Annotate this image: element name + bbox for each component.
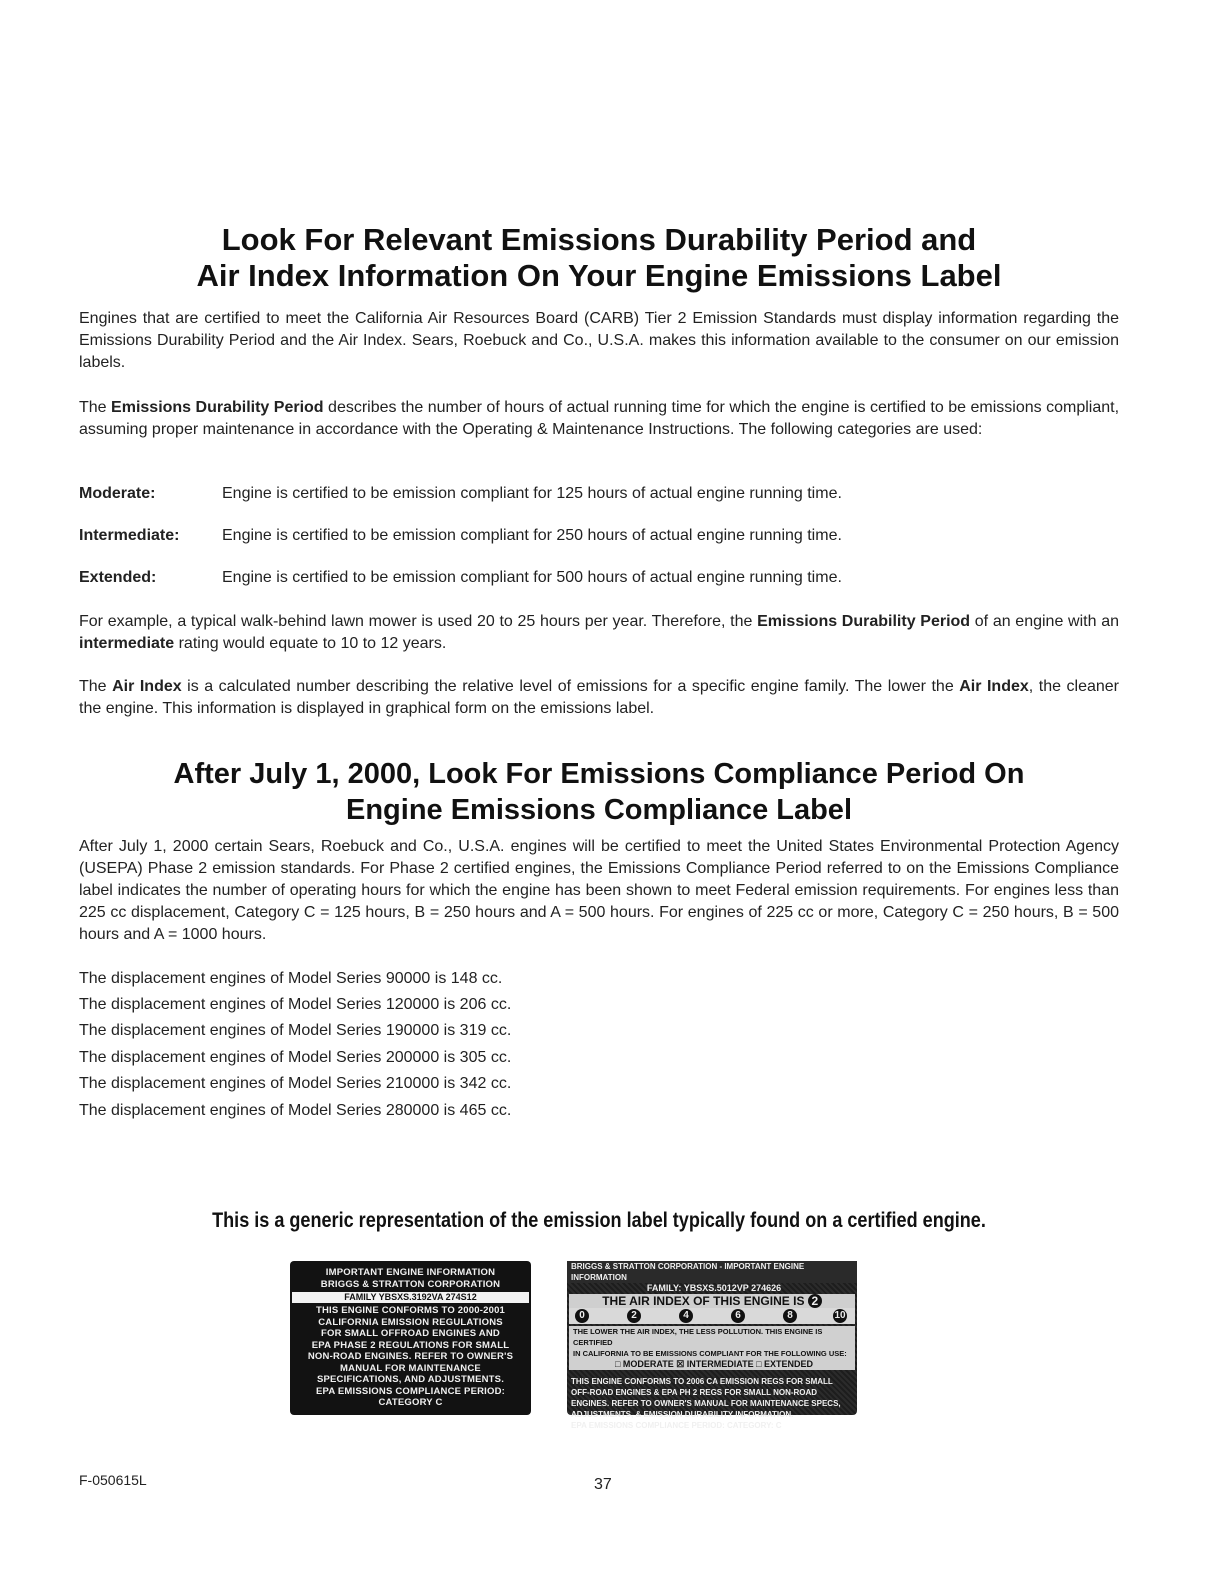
scale-mark: 6 bbox=[731, 1309, 745, 1323]
example-paragraph: For example, a typical walk-behind lawn mower is used 20 to 25 hours per year. Therefore, the Emissions Durability Period of an engine with an intermediate rating would equate to 10 to 12 years. bbox=[79, 613, 1119, 652]
page-number: 37 bbox=[594, 1476, 612, 1493]
displacement-line: The displacement engines of Model Series 120000 is 206 cc. bbox=[79, 996, 512, 1013]
family-code: FAMILY YBSXS.3192VA 274S12 bbox=[292, 1292, 529, 1303]
scale-mark: 0 bbox=[575, 1309, 589, 1323]
displacement-line: The displacement engines of Model Series 190000 is 319 cc. bbox=[79, 1022, 512, 1039]
label-caption: This is a generic representation of the emission label typically found on a certified engine. bbox=[212, 1209, 986, 1232]
category-intermediate: Intermediate: Engine is certified to be emission compliant for 250 hours of actual engine running time. bbox=[79, 527, 842, 544]
displacement-line: The displacement engines of Model Series 280000 is 465 cc. bbox=[79, 1102, 512, 1119]
air-index-value: 2 bbox=[808, 1294, 822, 1308]
air-index-scale bbox=[569, 1308, 855, 1324]
category-moderate: Moderate: Engine is certified to be emission compliant for 125 hours of actual engine running time. bbox=[79, 485, 842, 502]
scale-mark: 8 bbox=[783, 1309, 797, 1323]
document-code: F-050615L bbox=[79, 1472, 147, 1488]
durability-paragraph: The Emissions Durability Period describes the number of hours of actual running time for which the engine is certified to be emissions compliant, assuming proper maintenance in accordance with the Operating & Maintenance Instructions. The following categories are used: bbox=[79, 399, 1120, 438]
category-extended: Extended: Engine is certified to be emission compliant for 500 hours of actual engine running time. bbox=[79, 569, 842, 586]
intro-paragraph: Engines that are certified to meet the California Air Resources Board (CARB) Tier 2 Emission Standards must display information regarding the Emissions Durability Period and the Air Index. Sears, Roebuck and Co., U.S.A. makes this information available to the consumer on our emission labels. bbox=[79, 310, 1119, 371]
scale-mark: 10 bbox=[834, 1310, 846, 1321]
main-heading-line1: Look For Relevant Emissions Durability Period and bbox=[221, 222, 977, 257]
main-heading-line2: Air Index Information On Your Engine Emissions Label bbox=[196, 258, 1002, 293]
air-index-title: THE AIR INDEX OF THIS ENGINE IS 2 bbox=[569, 1294, 855, 1308]
emission-label-epa: IMPORTANT ENGINE INFORMATION BRIGGS & STRATTON CORPORATION FAMILY YBSXS.3192VA 274S12 THIS ENGINE CONFORMS TO 2000-2001 CALIFORNIA EMISSION REGULATIONS FOR SMALL OFFROAD ENGINES AND EPA PHASE 2 REGULATIONS FOR SMALL NON-ROAD ENGINES. REFER TO OWNER'S MANUAL FOR MAINTENANCE SPECIFICATIONS, AND ADJUSTMENTS. EPA EMISSIONS COMPLIANCE PERIOD: CATEGORY C bbox=[290, 1261, 531, 1415]
air-index-paragraph: The Air Index is a calculated number describing the relative level of emissions for a specific engine family. The lower the Air Index, the cleaner the engine. This information is displayed in graphical form on the emissions label. bbox=[79, 678, 1119, 717]
displacement-line: The displacement engines of Model Series 200000 is 305 cc. bbox=[79, 1049, 512, 1066]
displacement-line: The displacement engines of Model Series 210000 is 342 cc. bbox=[79, 1075, 512, 1092]
emission-label-carb: BRIGGS & STRATTON CORPORATION - IMPORTANT ENGINE INFORMATION FAMILY: YBSXS.5012VP 274626 THE AIR INDEX OF THIS ENGINE IS 2 0 2 4 6 8 10 THE LOWER THE AIR INDEX, THE LESS POLLUTION. THIS ENGINE IS CERTIFIED IN CALIFORNIA TO BE EMISSIONS COMPLIANT FOR THE FOLLOWING USE: □ MODERATE ☒ INTERMEDIATE □ EXTENDED THIS ENGINE CONFORMS TO 2006 CA EMISSION REGS FOR SMALL OFF-ROAD ENGINES & EPA PH 2 REGS FOR SMALL NON-ROAD ENGINES. REFER TO OWNER'S MANUAL FOR MAINTENANCE SPECS, ADJUSTMENTS, & EMISSION DURABILITY INFORMATION. EPA EMISSIONS COMPLIANCE PERIOD: CATEGORY: C bbox=[567, 1261, 857, 1415]
displacement-line: The displacement engines of Model Series 90000 is 148 cc. bbox=[79, 970, 503, 987]
durability-options: □ MODERATE ☒ INTERMEDIATE □ EXTENDED bbox=[569, 1359, 855, 1370]
compliance-heading: After July 1, 2000, Look For Emissions Compliance Period On Engine Emissions Compliance Label bbox=[173, 758, 1025, 826]
main-heading bbox=[79, 222, 1119, 294]
scale-mark: 4 bbox=[679, 1309, 693, 1323]
scale-mark: 2 bbox=[627, 1309, 641, 1323]
durability-term: Emissions Durability Period bbox=[111, 399, 324, 416]
compliance-paragraph: After July 1, 2000 certain Sears, Roebuck and Co., U.S.A. engines will be certified to meet the United States Environmental Protection Agency (USEPA) Phase 2 emission standards. For Phase 2 certified engines, the Emissions Compliance Period referred to on the Emissions Compliance label indicates the number of operating hours for which the engine has been shown to meet Federal emission requirements. For engines less than 225 cc displacement, Category C = 125 hours, B = 250 hours and A = 500 hours. For engines of 225 cc or more, Category C = 250 hours, B = 500 hours and A = 1000 hours. bbox=[79, 838, 1119, 943]
